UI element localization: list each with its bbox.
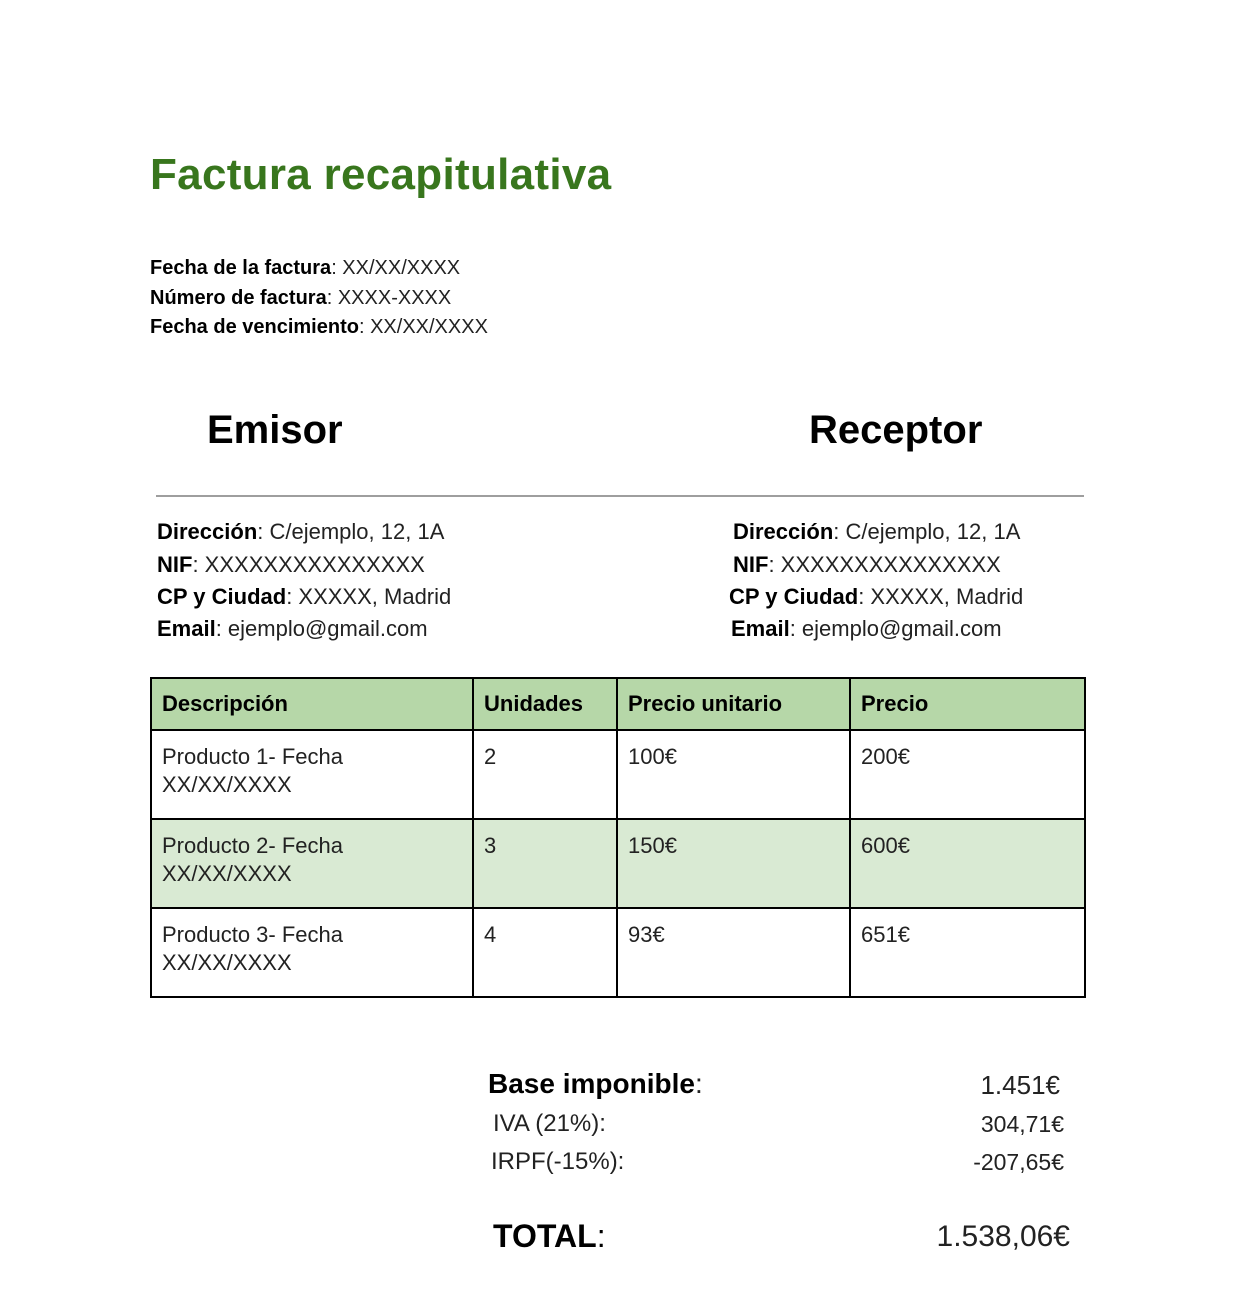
receptor-email-value: : ejemplo@gmail.com	[789, 616, 1002, 641]
header-unit-price: Precio unitario	[617, 678, 850, 730]
invoice-title: Factura recapitulativa	[150, 150, 612, 199]
emisor-city-label: CP y Ciudad	[157, 584, 287, 609]
description-date: XX/XX/XXXX	[162, 950, 292, 975]
invoice-date-value: : XX/XX/XXXX	[331, 257, 461, 279]
cell-price: 600€	[850, 819, 1085, 908]
cell-unit-price: 100€	[617, 730, 850, 819]
emisor-city	[157, 583, 451, 611]
emisor-nif-value: : XXXXXXXXXXXXXXX	[192, 552, 425, 577]
base-label-colon: :	[694, 1068, 703, 1099]
header-price: Precio	[850, 678, 1085, 730]
total-label-text: TOTAL	[493, 1218, 597, 1254]
table-row	[151, 819, 1085, 908]
invoice-date	[150, 256, 460, 280]
irpf-label: IRPF(-15%):	[491, 1148, 625, 1175]
description-line: Producto 2- Fecha	[162, 833, 343, 858]
due-date	[150, 315, 488, 339]
irpf-value: -207,65€	[973, 1149, 1064, 1175]
receptor-city-value: : XXXXX, Madrid	[858, 584, 1024, 609]
table-row	[151, 730, 1085, 819]
cell-units: 2	[473, 730, 617, 819]
emisor-email-label: Email	[157, 616, 216, 641]
total-label	[493, 1218, 606, 1255]
invoice-number-value: : XXXX-XXXX	[326, 287, 452, 309]
emisor-email	[157, 615, 428, 643]
iva-value: 304,71€	[980, 1111, 1064, 1137]
base-value: 1.451€	[980, 1070, 1060, 1100]
receptor-address	[733, 518, 1020, 546]
base-label	[488, 1068, 703, 1100]
receptor-address-value: : C/ejemplo, 12, 1A	[833, 519, 1021, 544]
invoice-number-label: Número de factura	[150, 287, 327, 309]
receptor-nif-label: NIF	[733, 552, 769, 577]
receptor-city-label: CP y Ciudad	[729, 584, 859, 609]
total-value: 1.538,06€	[936, 1220, 1070, 1253]
emisor-heading: Emisor	[207, 408, 343, 452]
receptor-email	[731, 615, 1002, 643]
cell-price: 200€	[850, 730, 1085, 819]
cell-unit-price: 93€	[617, 908, 850, 997]
cell-description	[151, 730, 473, 819]
base-label-text: Base imponible	[488, 1068, 695, 1099]
cell-units: 3	[473, 819, 617, 908]
description-line: Producto 3- Fecha	[162, 922, 343, 947]
description-date: XX/XX/XXXX	[162, 861, 292, 886]
invoice-date-label: Fecha de la factura	[150, 257, 332, 279]
invoice-number	[150, 286, 451, 310]
emisor-city-value: : XXXXX, Madrid	[286, 584, 452, 609]
iva-label: IVA (21%):	[493, 1110, 606, 1137]
description-line: Producto 1- Fecha	[162, 744, 343, 769]
cell-description	[151, 908, 473, 997]
receptor-address-label: Dirección	[733, 519, 834, 544]
divider	[156, 495, 1084, 497]
emisor-address-value: : C/ejemplo, 12, 1A	[257, 519, 445, 544]
emisor-nif	[157, 551, 425, 579]
emisor-email-value: : ejemplo@gmail.com	[215, 616, 428, 641]
receptor-nif-value: : XXXXXXXXXXXXXXX	[768, 552, 1001, 577]
emisor-address-label: Dirección	[157, 519, 258, 544]
due-date-value: : XX/XX/XXXX	[358, 316, 488, 338]
receptor-email-label: Email	[731, 616, 790, 641]
cell-price: 651€	[850, 908, 1085, 997]
due-date-label: Fecha de vencimiento	[150, 316, 359, 338]
table-row	[151, 908, 1085, 997]
table-header-row	[151, 678, 1085, 730]
receptor-heading: Receptor	[809, 408, 983, 452]
cell-units: 4	[473, 908, 617, 997]
items-table	[150, 677, 1086, 998]
cell-description	[151, 819, 473, 908]
header-description: Descripción	[151, 678, 473, 730]
cell-unit-price: 150€	[617, 819, 850, 908]
receptor-city	[729, 583, 1023, 611]
header-units: Unidades	[473, 678, 617, 730]
emisor-nif-label: NIF	[157, 552, 193, 577]
emisor-address	[157, 518, 444, 546]
receptor-nif	[733, 551, 1001, 579]
total-label-colon: :	[596, 1218, 606, 1254]
description-date: XX/XX/XXXX	[162, 772, 292, 797]
